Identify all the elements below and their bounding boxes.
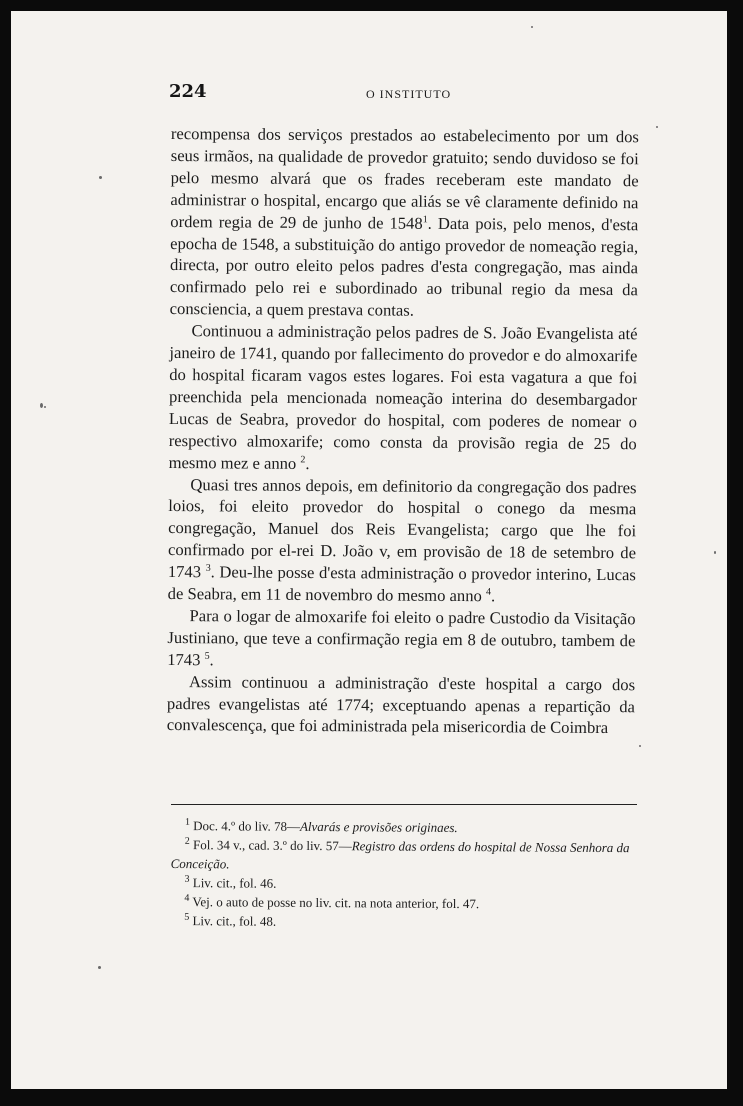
page-number: 224 xyxy=(169,81,207,102)
footnote-ref-4: 4 xyxy=(485,586,492,598)
footnote-5: $^5$ Liv. cit., fol. 48. xyxy=(184,911,277,929)
body-text xyxy=(167,123,639,740)
footnote-4: $^4$ Vej. o auto de posse no liv. cit. na nota anterior, fol. 47. xyxy=(184,892,480,912)
paragraph-4: Para o logar de almoxarife foi eleito o padre Custodio da Visitação Justiniano, que teve a confirmação regia em 8 de outubro, tambem de 1743 $^5$. xyxy=(167,606,636,670)
running-head: O INSTITUTO xyxy=(366,87,452,101)
paragraph-1: recompensa dos serviços prestados ao estabelecimento por um dos seus irmãos, na qualidade de provedor gratuito; sendo duvidoso se foi pelo mesmo alvará que os frades receberam este mandato de administrar o hospital, encargo que aliás se vê claramente definido na ordem regia de 29 de junho de 1548$^1$. Data pois, pelo menos, d'esta epocha de 1548, a substituição do antigo provedor de nomeação regia, directa, por outro eleito pelos padres d'esta congregação, mas ainda confirmado pelo rei e subordinado ao tribunal regio da mesa da consciencia, a quem prestava contas. xyxy=(169,123,639,320)
paper-speck xyxy=(714,551,716,554)
paragraph-5: Assim continuou a administração d'este hospital a cargo dos padres evangelistas até 1774; exceptuando apenas a repartição da convalescença, que foi administrada pela misericordia de Coimbra xyxy=(166,671,636,738)
paragraph-3: Quasi tres annos depois, em definitorio da congregação dos padres loios, foi eleito provedor do hospital o conego da mesma congregação, Manuel dos Reis Evangelista; cargo que lhe foi confirmado por el-rei D. João v, em provisão de 18 de setembro de 1743 $^3$. Deu-lhe posse d'esta administração o provedor interino, Lucas de Seabra, em 11 de novembro do mesmo anno $^4$. xyxy=(167,474,637,606)
footnote-ref-5: 5 xyxy=(204,650,210,662)
footnote-ref-2: 2 xyxy=(300,453,306,466)
page-header xyxy=(169,81,639,111)
book-page xyxy=(11,11,727,1089)
paper-speck xyxy=(99,176,102,179)
footnote-rule xyxy=(171,804,637,805)
paper-speck xyxy=(44,406,46,408)
footnote-ref-3: 3 xyxy=(205,562,211,574)
footnote-ref-1: 1 xyxy=(422,213,428,225)
paper-speck xyxy=(98,966,101,969)
paper-speck xyxy=(40,403,43,408)
paper-speck xyxy=(639,745,641,747)
paper-speck xyxy=(656,126,658,128)
footnote-2: $^2$ Fol. 34 v., cad. 3.º do liv. 57—Registro das ordens do hospital de Nossa Senhora da Conceição. xyxy=(170,835,630,872)
footnote-3: $^3$ Liv. cit., fol. 46. xyxy=(184,873,277,891)
footnote-1: $^1$ Doc. 4.º do liv. 78—Alvarás e provisões originaes. xyxy=(184,816,458,836)
paper-speck xyxy=(531,26,533,28)
footnotes xyxy=(170,816,641,933)
paragraph-2: Continuou a administração pelos padres de S. João Evangelista até janeiro de 1741, quando por fallecimento do provedor e do almoxarife do hospital ficaram vagos estes logares. Foi esta vagatura a que foi preenchida pela mencionada nomeação interina do desembargador Lucas de Seabra, provedor do hospital, com poderes de nomear o respectivo almoxarife; como consta da provisão regia de 25 do mesmo mez e anno $^2$. xyxy=(168,321,638,473)
